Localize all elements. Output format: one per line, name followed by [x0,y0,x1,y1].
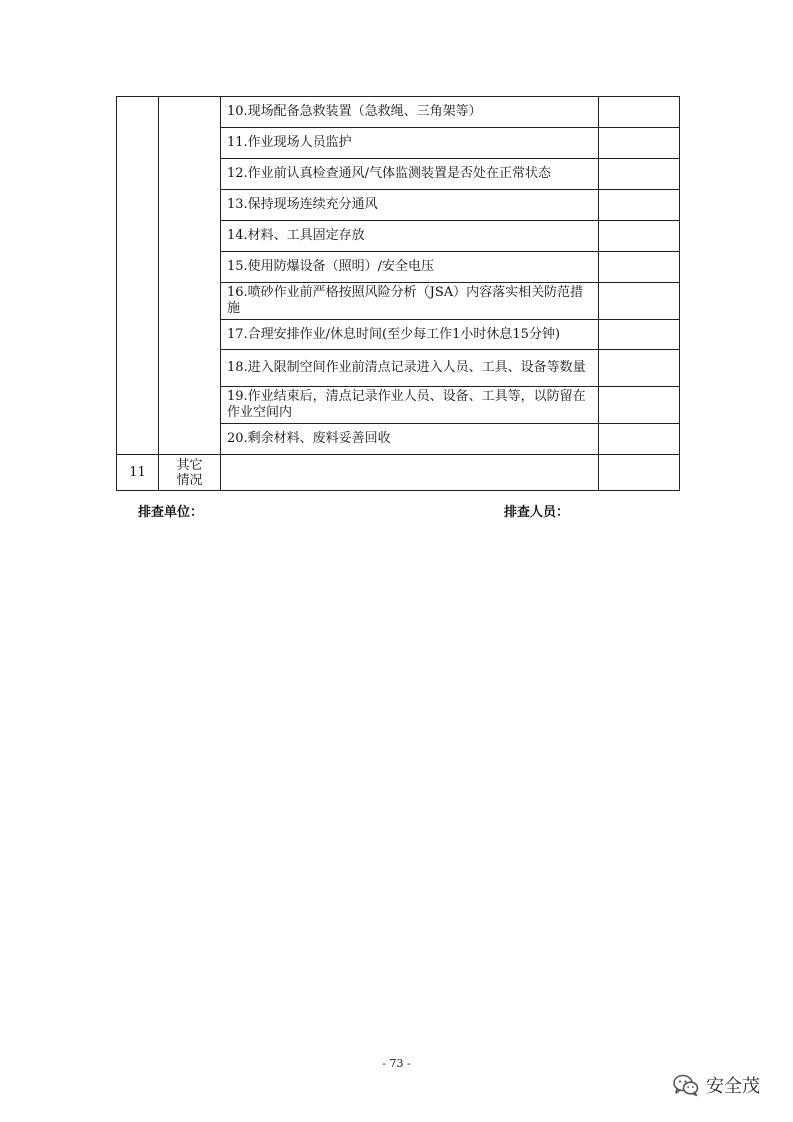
check-cell[interactable] [599,252,680,283]
check-cell[interactable] [599,424,680,455]
other-row [117,455,680,491]
check-cell[interactable] [599,350,680,387]
item-cell: 11.作业现场人员监护 [221,128,599,159]
check-cell[interactable] [599,283,680,320]
item-cell: 14.材料、工具固定存放 [221,221,599,252]
category-cell [159,97,221,455]
item-cell: 15.使用防爆设备（照明）/安全电压 [221,252,599,283]
checklist-table [116,96,680,491]
check-cell[interactable] [599,387,680,424]
item-cell: 12.作业前认真检查通风/气体监测装置是否处在正常状态 [221,159,599,190]
check-cell[interactable] [599,455,680,491]
item-cell[interactable] [221,455,599,491]
check-cell[interactable] [599,221,680,252]
inspection-unit-label: 排查单位： [138,505,204,520]
check-cell[interactable] [599,320,680,350]
item-cell: 18.进入限制空间作业前清点记录进入人员、工具、设备等数量 [221,350,599,387]
number-cell [117,97,159,455]
row-category: 其它 情况 [159,455,221,491]
page-number: - 73 - [382,1057,411,1070]
check-cell[interactable] [599,190,680,221]
item-cell: 10.现场配备急救装置（急救绳、三角架等） [221,97,599,128]
table-row [117,97,680,128]
check-cell[interactable] [599,159,680,190]
check-cell[interactable] [599,128,680,159]
check-cell[interactable] [599,97,680,128]
row-number: 11 [117,455,159,491]
item-cell: 17.合理安排作业/休息时间(至少每工作1小时休息15分钟) [221,320,599,350]
inspector-label: 排查人员： [504,505,570,520]
item-cell: 13.保持现场连续充分通风 [221,190,599,221]
wechat-icon [672,1073,700,1097]
watermark [672,1072,760,1098]
item-cell: 16.喷砂作业前严格按照风险分析（JSA）内容落实相关防范措施 [221,283,599,320]
item-cell: 20.剩余材料、废料妥善回收 [221,424,599,455]
watermark-text: 安全茂 [706,1076,760,1097]
item-cell: 19.作业结束后，清点记录作业人员、设备、工具等，以防留在作业空间内 [221,387,599,424]
